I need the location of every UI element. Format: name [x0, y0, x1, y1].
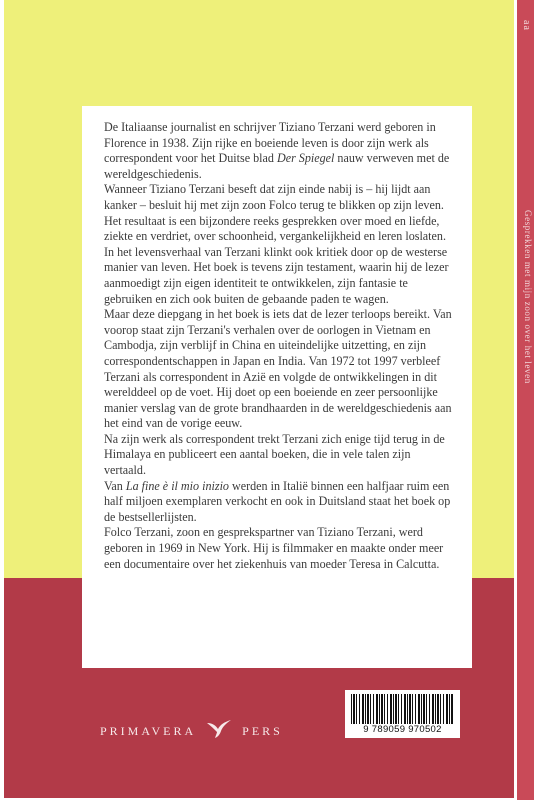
blurb-paragraph: [104, 182, 454, 307]
book-title: Der Spiegel: [276, 151, 335, 166]
spine-title: Gesprekken met mijn zoon over het leven: [523, 210, 533, 384]
swallow-bird-icon: [206, 719, 232, 743]
blurb-paragraph: [104, 120, 454, 182]
paragraph-text: werden in Italië binnen een halfjaar ruim een half miljoen exemplaren verkocht en ook in Duitsland staat het boek op de bestsellerlijsten.: [104, 478, 451, 524]
paragraph-text: Folco Terzani, zoon en gesprekspartner van Tiziano Terzani, werd geboren in 1969 in New York. Hij is filmmaker en maakte onder meer een documentaire over het ziekenhuis van moeder Teresa in Calcutta.: [104, 525, 444, 571]
blurb-text: [104, 120, 454, 572]
paragraph-text: Na zijn werk als correspondent trekt Terzani zich enige tijd terug in de Himalaya en publiceert een aantal boeken, die in vele talen zijn vertaald.: [104, 431, 445, 478]
paragraph-text: Maar deze diepgang in het boek is iets dat de lezer terloops bereikt. Van voorop staat zijn Terzani's verhalen over de oorlogen in Vietnam en Cambodja, zijn verblijf in China en uiteindelijke uitzetting, en zijn correspondentschappen in Japan en India. Van 1972 tot 1997 verbleef Terzani als correspondent in Azië en volgde de ontwikkelingen in dit werelddeel op de voet. Hij doet op een boeiende en zeer persoonlijke manier verslag van de grote brandhaarden in de wereldgeschiedenis aan het eind van de vorige eeuw.: [104, 307, 452, 431]
paragraph-text: Wanneer Tiziano Terzani beseft dat zijn einde nabij is – hij lijdt aan kanker – besluit hij met zijn zoon Folco terug te blikken op zijn leven. Het resultaat is een bijzondere reeks gesprekken over moed en liefde, ziekte en verdriet, over schoonheid, vergankelijkheid en leren loslaten. In het levensverhaal van Terzani klinkt ook kritiek door op de westerse manier van leven. Het boek is tevens zijn testament, waarin hij de lezer aanmoedigt zijn eigen identiteit te ontwikkelen, zijn fantasie te gebruiken en zich ook buiten de gebaande paden te wagen.: [104, 182, 449, 306]
isbn-barcode: [345, 690, 460, 738]
publisher-name-right: PERS: [242, 723, 283, 738]
blurb-paragraph: [104, 307, 454, 432]
paragraph-text: Van: [104, 478, 126, 493]
paragraph-text: De Italiaanse journalist en schrijver Tiziano Terzani werd geboren in Florence in 1938. Zijn rijke en boeiende leven is door zijn werk als correspondent voor het Duitse blad: [104, 120, 436, 166]
isbn-digits: 9 789059 970502: [363, 724, 442, 735]
spine-edge: [514, 0, 517, 800]
paragraph-text: nauw verweven met de wereldgeschiedenis.: [104, 151, 450, 181]
blurb-paragraph: [104, 479, 454, 526]
barcode-bars: [351, 694, 454, 724]
blurb-paragraph: [104, 432, 454, 479]
publisher-name-left: PRIMAVERA: [100, 723, 197, 738]
book-title: La fine è il mio inizio: [125, 478, 229, 493]
publisher-logo: [100, 720, 283, 742]
spine-author-mark: aa: [521, 20, 532, 31]
blurb-paragraph: [104, 525, 454, 572]
